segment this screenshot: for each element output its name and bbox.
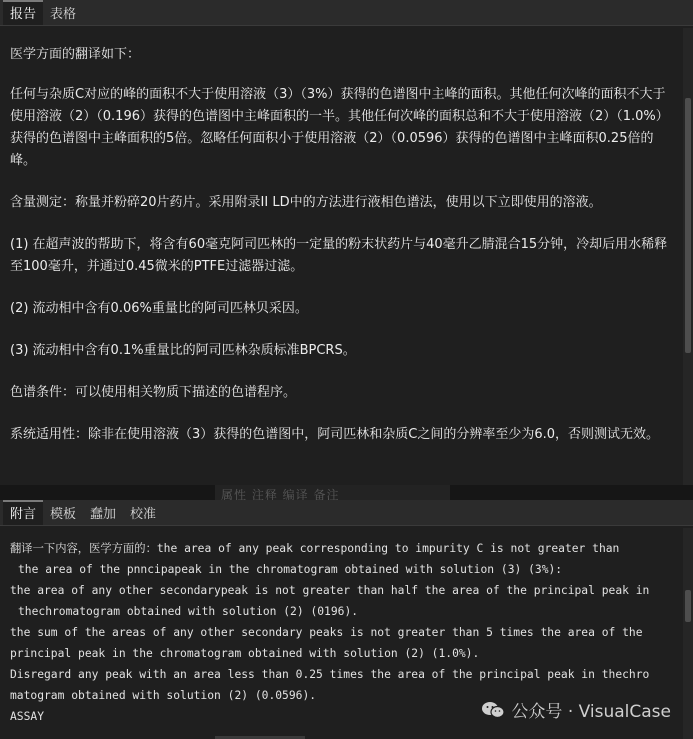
report-heading: 医学方面的翻译如下： [10, 47, 141, 62]
tab-report[interactable]: 报告 [3, 0, 43, 25]
watermark [481, 697, 671, 722]
notes-line: the sum of the areas of any other secondary peaks is not greater than 5 times the area of the [10, 626, 643, 639]
notes-scrollbar[interactable] [683, 528, 693, 739]
report-paragraph-solution-2: (2) 流动相中含有0.06%重量比的阿司匹林贝采因。 [10, 301, 308, 316]
report-paragraph-solution-3: (3) 流动相中含有0.1%重量比的阿司匹林杂质标准BPCRS。 [10, 343, 356, 358]
notes-line: 翻译一下内容，医学方面的：the area of any peak corresponding to impurity C is not greater than [10, 542, 620, 555]
report-paragraph-conditions: 色谱条件：可以使用相关物质下描述的色谱程序。 [10, 385, 297, 400]
notes-line: the area of the pnncipapeak in the chromatogram obtained with solution (3) (3%): [18, 563, 563, 576]
notes-line: matogram obtained with solution (2) (0.0596). [10, 689, 317, 702]
report-tabbar [0, 0, 693, 26]
tab-table[interactable]: 表格 [50, 7, 77, 22]
hidden-tab-labels: 属性 注释 编译 备注 [221, 488, 340, 500]
report-scrollbar-thumb[interactable] [685, 98, 691, 353]
notes-scrollbar-thumb[interactable] [685, 590, 691, 622]
report-scrollbar[interactable] [683, 28, 693, 485]
tab-overlay[interactable]: 蠢加 [90, 507, 117, 522]
report-paragraph-solution-1: (1) 在超声波的帮助下，将含有60毫克阿司匹林的一定量的粉末状药片与40毫升乙腈混合15分钟，冷却后用水稀释至100毫升，并通过0.45微米的PTFE过滤器过滤。 [10, 237, 668, 274]
watermark-text: 公众号 · VisualCase [511, 702, 671, 722]
panel-divider[interactable] [0, 485, 693, 500]
tab-calibrate[interactable]: 校准 [130, 507, 157, 522]
notes-line: ASSAY [10, 710, 45, 723]
notes-line: thechromatogram obtained with solution (2) (0196). [18, 605, 359, 618]
wechat-icon [481, 701, 505, 719]
report-content [0, 28, 683, 485]
report-paragraph-suitability: 系统适用性：除非在使用溶液（3）获得的色谱图中，阿司匹林和杂质C之间的分辨率至少为6.0，否则测试无效。 [10, 427, 660, 442]
tab-postscript[interactable]: 附言 [3, 500, 43, 525]
notes-line: the area of any other secondarypeak is not greater than half the area of the principal peak in [10, 584, 650, 597]
notes-line: Disregard any peak with an area less than 0.25 times the area of the principal peak in thechro [10, 668, 650, 681]
notes-tabbar [0, 500, 693, 526]
notes-line: principal peak in the chromatogram obtained with solution (2) (1.0%). [10, 647, 480, 660]
hidden-tab-strip [215, 485, 450, 500]
report-paragraph-assay: 含量测定：称量并粉碎20片药片。采用附录II LD中的方法进行液相色谱法，使用以下立即使用的溶液。 [10, 195, 602, 210]
tab-template[interactable]: 模板 [50, 507, 77, 522]
notes-panel [0, 500, 693, 739]
report-paragraph-impurity: 任何与杂质C对应的峰的面积不大于使用溶液（3）（3%）获得的色谱图中主峰的面积。其他任何次峰的面积不大于使用溶液（2）（0.196）获得的色谱图中主峰面积的一半。其他任何次峰的面积总和不大于使用溶液（2）（1.0%）获得的色谱图中主峰面积的5倍。忽略任何面积小于使用溶液（2）（0.0596）获得的色谱图中主峰面积0.25倍的峰。 [10, 87, 669, 168]
